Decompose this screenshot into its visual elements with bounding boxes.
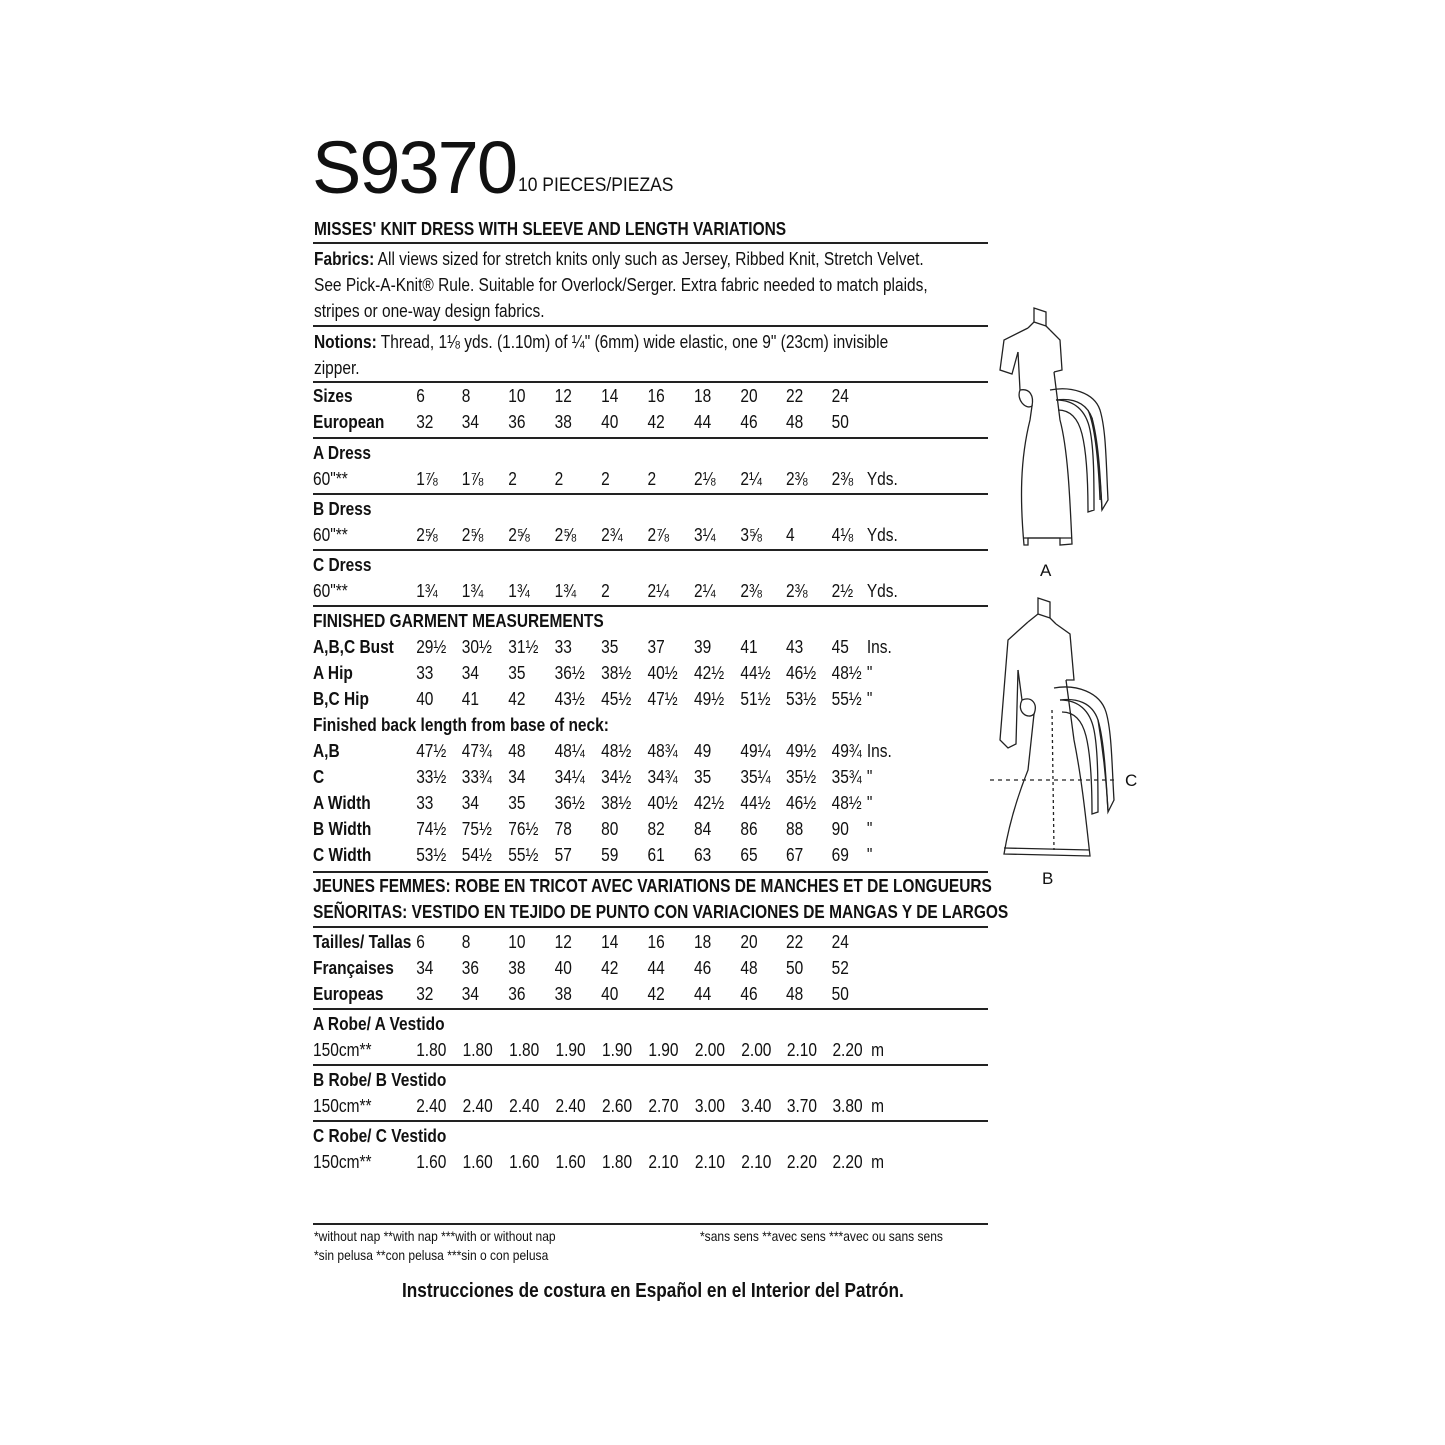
cell: 2¼ — [740, 469, 762, 489]
row-label: 150cm** — [313, 1040, 372, 1060]
cell: 46 — [740, 984, 758, 1004]
unit: " — [866, 663, 873, 683]
cell: 76½ — [508, 819, 539, 839]
cell: 48¾ — [647, 741, 678, 761]
cell: 44½ — [740, 663, 771, 683]
fgm-row — [44, 637, 904, 661]
unit: Ins. — [866, 741, 892, 761]
metric-row — [44, 1096, 904, 1120]
cell: 8 — [461, 386, 471, 406]
yardage-name — [44, 499, 904, 523]
cell: 34¾ — [647, 767, 678, 787]
cell: 1⅞ — [461, 469, 484, 489]
cell: 34 — [416, 958, 434, 978]
unit: " — [866, 845, 873, 865]
cell: 18 — [693, 932, 712, 952]
divider — [313, 437, 988, 439]
cell: 42 — [508, 689, 526, 709]
row-label: B Robe/ B Vestido — [313, 1070, 447, 1090]
cell: 1.90 — [555, 1040, 586, 1060]
pieces-count: 10 PIECES/PIEZAS — [518, 175, 674, 196]
cell: 4⅛ — [831, 525, 854, 545]
cell: 42 — [647, 984, 665, 1004]
unit: " — [866, 767, 873, 787]
cell: 1.60 — [416, 1152, 447, 1172]
cell: 2⅝ — [554, 525, 577, 545]
cell: 49 — [693, 741, 712, 761]
pattern-title: MISSES' KNIT DRESS WITH SLEEVE AND LENGTH VARIATIONS — [314, 219, 787, 239]
cell: 52 — [831, 958, 849, 978]
cell: 49½ — [786, 741, 817, 761]
cell: 35¼ — [740, 767, 771, 787]
cell: 2.10 — [786, 1040, 818, 1060]
row-label: Françaises — [313, 958, 394, 978]
cell: 46 — [693, 958, 712, 978]
cell: 3¼ — [693, 525, 716, 545]
cell: 84 — [693, 819, 712, 839]
fgm-row — [44, 663, 904, 687]
cell: 33 — [554, 637, 572, 657]
cell: 46½ — [786, 663, 817, 683]
cell: 2 — [601, 581, 610, 601]
cell: 20 — [740, 932, 758, 952]
unit: Ins. — [866, 637, 892, 657]
cell: 1.80 — [509, 1040, 540, 1060]
fgm-title — [44, 611, 904, 635]
metric-row — [44, 1040, 904, 1064]
cell: 33¾ — [461, 767, 492, 787]
notions-line-1 — [314, 331, 888, 354]
cell: 2.00 — [741, 1040, 772, 1060]
cell: 34¼ — [554, 767, 585, 787]
unit: Yds. — [866, 469, 898, 489]
cell: 2.40 — [555, 1096, 586, 1116]
cell: 33 — [416, 793, 434, 813]
cell: 57 — [554, 845, 572, 865]
cell: 82 — [647, 819, 665, 839]
row-label: 60"** — [313, 469, 348, 489]
sizes-row — [44, 386, 904, 410]
back-length-title — [44, 715, 904, 739]
cell: 46½ — [786, 793, 817, 813]
back-row — [44, 767, 904, 791]
cell: 33 — [416, 663, 434, 683]
cell: 53½ — [786, 689, 817, 709]
cell: 2 — [601, 469, 610, 489]
cell: 8 — [461, 932, 471, 952]
cell: 3⅝ — [740, 525, 762, 545]
cell: 16 — [647, 932, 665, 952]
cell: 2⅝ — [461, 525, 484, 545]
cell: 47½ — [647, 689, 678, 709]
yardage-row — [44, 469, 904, 493]
cell: 2.60 — [601, 1096, 633, 1116]
row-label: 150cm** — [313, 1096, 372, 1116]
row-label: A Robe/ A Vestido — [313, 1014, 445, 1034]
cell: 36½ — [554, 663, 585, 683]
cell: 32 — [416, 412, 434, 432]
cell: 42 — [601, 958, 619, 978]
cell: 38½ — [601, 793, 632, 813]
cell: 49¼ — [740, 741, 771, 761]
cell: 48 — [786, 412, 804, 432]
cell: 2.40 — [416, 1096, 447, 1116]
cell: 2¼ — [647, 581, 670, 601]
cell: 2.00 — [694, 1040, 725, 1060]
cell: 1.60 — [555, 1152, 586, 1172]
cell: 44½ — [740, 793, 771, 813]
yardage-name — [44, 555, 904, 579]
cell: 38 — [554, 984, 572, 1004]
cell: 2¾ — [601, 525, 623, 545]
cell: 1.60 — [462, 1152, 493, 1172]
cell: 1.90 — [648, 1040, 679, 1060]
divider — [313, 1120, 988, 1122]
row-label: Sizes — [313, 386, 353, 406]
metric-name — [44, 1014, 904, 1038]
european-row — [44, 412, 904, 436]
row-label: FINISHED GARMENT MEASUREMENTS — [313, 611, 604, 631]
cell: 3.70 — [786, 1096, 818, 1116]
row-label: B,C Hip — [313, 689, 369, 709]
cell: 2.40 — [462, 1096, 493, 1116]
cell: 38 — [508, 958, 526, 978]
cell: 51½ — [740, 689, 771, 709]
cell: 86 — [740, 819, 758, 839]
notions-text-2: zipper. — [314, 358, 360, 378]
cell: 2⅜ — [786, 581, 808, 601]
cell: 69 — [831, 845, 849, 865]
view-b-c-illustration — [990, 598, 1118, 856]
metric-name — [44, 1126, 904, 1150]
footnote-en: *without nap **with nap ***with or without nap — [314, 1228, 556, 1244]
view-a-illustration — [1000, 308, 1108, 545]
divider — [313, 381, 988, 383]
cell: 38 — [554, 412, 572, 432]
cell: 38½ — [601, 663, 632, 683]
cell: 37 — [647, 637, 665, 657]
cell: 48¼ — [554, 741, 585, 761]
cell: 22 — [786, 932, 804, 952]
row-label: A,B — [313, 741, 340, 761]
cell: 12 — [554, 386, 572, 406]
cell: 2⅝ — [416, 525, 438, 545]
cell: 50 — [831, 984, 849, 1004]
cell: 2⅝ — [508, 525, 530, 545]
yardage-row — [44, 525, 904, 549]
row-label: C Dress — [313, 555, 372, 575]
cell: 40½ — [647, 663, 678, 683]
cell: 47¾ — [461, 741, 492, 761]
cell: 48 — [508, 741, 526, 761]
cell: 2.40 — [509, 1096, 540, 1116]
cell: 35 — [508, 663, 526, 683]
cell: 12 — [554, 932, 572, 952]
cell: 42½ — [693, 663, 725, 683]
cell: 34 — [461, 984, 480, 1004]
metric-row — [44, 1152, 904, 1176]
row-label: A Dress — [313, 443, 371, 463]
row-label: Europeas — [313, 984, 384, 1004]
cell: 14 — [601, 932, 619, 952]
unit: m — [871, 1040, 885, 1060]
row-label: 150cm** — [313, 1152, 372, 1172]
cell: 2.10 — [648, 1152, 679, 1172]
cell: 36½ — [554, 793, 585, 813]
cell: 65 — [740, 845, 758, 865]
cell: 59 — [601, 845, 619, 865]
row-label: C Width — [313, 845, 372, 865]
cell: 32 — [416, 984, 434, 1004]
cell: 10 — [508, 386, 526, 406]
cell: 2⅞ — [647, 525, 670, 545]
cell: 30½ — [461, 637, 492, 657]
row-label: C — [313, 767, 325, 787]
cell: 40 — [601, 412, 619, 432]
fabrics-label: Fabrics: — [314, 249, 375, 269]
cell: 2⅜ — [740, 581, 762, 601]
cell: 2 — [647, 469, 657, 489]
cell: 2⅛ — [693, 469, 716, 489]
notions-text-1: Thread, 1⅛ yds. (1.10m) of ¼" (6mm) wide elastic, one 9" (23cm) invisible — [380, 332, 889, 352]
footnote-es: *sin pelusa **con pelusa ***sin o con pelusa — [314, 1247, 549, 1263]
cell: 42½ — [693, 793, 725, 813]
cell: 75½ — [461, 819, 492, 839]
cell: 22 — [786, 386, 804, 406]
cell: 1.90 — [601, 1040, 633, 1060]
cell: 50 — [831, 412, 849, 432]
cell: 2.20 — [832, 1040, 863, 1060]
cell: 40 — [601, 984, 619, 1004]
cell: 1¾ — [461, 581, 484, 601]
cell: 40 — [554, 958, 572, 978]
cell: 42 — [647, 412, 665, 432]
cell: 63 — [693, 845, 712, 865]
cell: 53½ — [416, 845, 447, 865]
divider — [313, 493, 988, 495]
cell: 2 — [554, 469, 564, 489]
cell: 2 — [508, 469, 517, 489]
cell: 2.70 — [648, 1096, 679, 1116]
cell: 49¾ — [831, 741, 862, 761]
pattern-code: S9370 — [312, 126, 516, 209]
cell: 48 — [786, 984, 804, 1004]
divider — [313, 325, 988, 327]
cell: 45½ — [601, 689, 632, 709]
row-label: JEUNES FEMMES: ROBE EN TRICOT AVEC VARIATIONS DE MANCHES ET DE LONGUEURS — [313, 876, 992, 896]
cell: 44 — [693, 412, 712, 432]
row-label: Tailles/ Tallas — [313, 932, 412, 952]
divider — [313, 871, 988, 873]
cell: 35 — [693, 767, 712, 787]
cell: 29½ — [416, 637, 447, 657]
back-row — [44, 819, 904, 843]
cell: 2.20 — [786, 1152, 818, 1172]
notions-label: Notions: — [314, 332, 377, 352]
cell: 36 — [461, 958, 480, 978]
cell: 34 — [461, 793, 480, 813]
cell: 2.10 — [694, 1152, 725, 1172]
yardage-name — [44, 443, 904, 467]
row-label: 60"** — [313, 581, 348, 601]
tailles-row — [44, 932, 904, 956]
cell: 3.80 — [832, 1096, 863, 1116]
cell: 54½ — [461, 845, 492, 865]
cell: 24 — [831, 386, 849, 406]
cell: 80 — [601, 819, 619, 839]
row-label: A Width — [313, 793, 371, 813]
view-c-label: C — [1125, 771, 1138, 790]
view-b-label: B — [1042, 869, 1054, 888]
cell: 48 — [740, 958, 758, 978]
cell: 3.40 — [741, 1096, 772, 1116]
cell: 43 — [786, 637, 804, 657]
unit: Yds. — [866, 581, 898, 601]
cell: 34½ — [601, 767, 632, 787]
unit: " — [866, 689, 873, 709]
cell: 40 — [416, 689, 434, 709]
row-label: A Hip — [313, 663, 353, 683]
fgm-row — [44, 689, 904, 713]
cell: 55½ — [831, 689, 862, 709]
divider — [313, 1008, 988, 1010]
view-a-label: A — [1040, 561, 1052, 580]
cell: 4 — [786, 525, 795, 545]
cell: 2⅜ — [786, 469, 808, 489]
row-label: C Robe/ C Vestido — [313, 1126, 447, 1146]
cell: 40½ — [647, 793, 678, 813]
cell: 41 — [461, 689, 480, 709]
francaises-row — [44, 958, 904, 982]
divider — [313, 605, 988, 607]
cell: 2½ — [831, 581, 854, 601]
cell: 24 — [831, 932, 849, 952]
fabrics-text-3: stripes or one-way design fabrics. — [314, 301, 545, 321]
cell: 33½ — [416, 767, 447, 787]
fabrics-text-2: See Pick-A-Knit® Rule. Suitable for Overlock/Serger. Extra fabric needed to match plaids, — [314, 275, 928, 295]
cell: 48½ — [831, 663, 862, 683]
cell: 2¼ — [693, 581, 716, 601]
cell: 78 — [554, 819, 572, 839]
divider — [313, 549, 988, 551]
row-label: SEÑORITAS: VESTIDO EN TEJIDO DE PUNTO CON VARIACIONES DE MANGAS Y DE LARGOS — [313, 902, 1009, 922]
cell: 20 — [740, 386, 758, 406]
cell: 74½ — [416, 819, 447, 839]
unit: " — [866, 819, 873, 839]
cell: 67 — [786, 845, 804, 865]
europeas-row — [44, 984, 904, 1008]
cell: 61 — [647, 845, 665, 865]
divider — [313, 926, 988, 928]
unit: " — [866, 793, 873, 813]
cell: 44 — [647, 958, 665, 978]
cell: 1⅞ — [416, 469, 438, 489]
row-label: B Width — [313, 819, 372, 839]
metric-name — [44, 1070, 904, 1094]
cell: 1¾ — [554, 581, 577, 601]
row-label: A,B,C Bust — [313, 637, 394, 657]
unit: Yds. — [866, 525, 898, 545]
cell: 35 — [508, 793, 526, 813]
back-row — [44, 845, 904, 869]
cell: 43½ — [554, 689, 585, 709]
cell: 35¾ — [831, 767, 862, 787]
cell: 1.80 — [601, 1152, 633, 1172]
cell: 45 — [831, 637, 849, 657]
fabrics-line-1 — [314, 248, 924, 271]
cell: 41 — [740, 637, 758, 657]
row-label: 60"** — [313, 525, 348, 545]
cell: 1.80 — [416, 1040, 447, 1060]
row-label: Finished back length from base of neck: — [313, 715, 609, 735]
cell: 44 — [693, 984, 712, 1004]
cell: 49½ — [693, 689, 725, 709]
cell: 55½ — [508, 845, 539, 865]
cell: 1.60 — [509, 1152, 540, 1172]
cell: 6 — [416, 386, 425, 406]
cell: 36 — [508, 412, 526, 432]
cell: 90 — [831, 819, 849, 839]
row-label: B Dress — [313, 499, 372, 519]
title-fr — [44, 876, 992, 900]
cell: 2.20 — [832, 1152, 863, 1172]
cell: 10 — [508, 932, 526, 952]
cell: 47½ — [416, 741, 447, 761]
title-es — [44, 902, 1009, 926]
row-label: European — [313, 412, 385, 432]
cell: 35½ — [786, 767, 817, 787]
dress-illustrations — [990, 300, 1140, 900]
cell: 2.10 — [741, 1152, 772, 1172]
cell: 3.00 — [694, 1096, 725, 1116]
cell: 18 — [693, 386, 712, 406]
cell: 48½ — [601, 741, 632, 761]
divider — [313, 242, 988, 244]
cell: 1¾ — [416, 581, 438, 601]
cell: 6 — [416, 932, 425, 952]
unit: m — [871, 1152, 885, 1172]
fabrics-text-1: All views sized for stretch knits only such as Jersey, Ribbed Knit, Stretch Velvet. — [377, 249, 924, 269]
footnote-fr: *sans sens **avec sens ***avec ou sans sens — [700, 1228, 943, 1244]
unit: m — [871, 1096, 885, 1116]
cell: 46 — [740, 412, 758, 432]
cell: 34 — [508, 767, 526, 787]
cell: 16 — [647, 386, 665, 406]
cell: 50 — [786, 958, 804, 978]
cell: 88 — [786, 819, 804, 839]
cell: 31½ — [508, 637, 539, 657]
yardage-row — [44, 581, 904, 605]
cell: 48½ — [831, 793, 862, 813]
cell: 1¾ — [508, 581, 530, 601]
cell: 2⅜ — [831, 469, 854, 489]
cell: 1.80 — [462, 1040, 493, 1060]
cell: 36 — [508, 984, 526, 1004]
divider — [313, 1223, 988, 1225]
spanish-instructions-note: Instrucciones de costura en Español en el Interior del Patrón. — [402, 1280, 904, 1302]
divider — [313, 1064, 988, 1066]
cell: 34 — [461, 412, 480, 432]
back-row — [44, 793, 904, 817]
cell: 35 — [601, 637, 619, 657]
cell: 14 — [601, 386, 619, 406]
cell: 39 — [693, 637, 712, 657]
back-row — [44, 741, 904, 765]
cell: 34 — [461, 663, 480, 683]
